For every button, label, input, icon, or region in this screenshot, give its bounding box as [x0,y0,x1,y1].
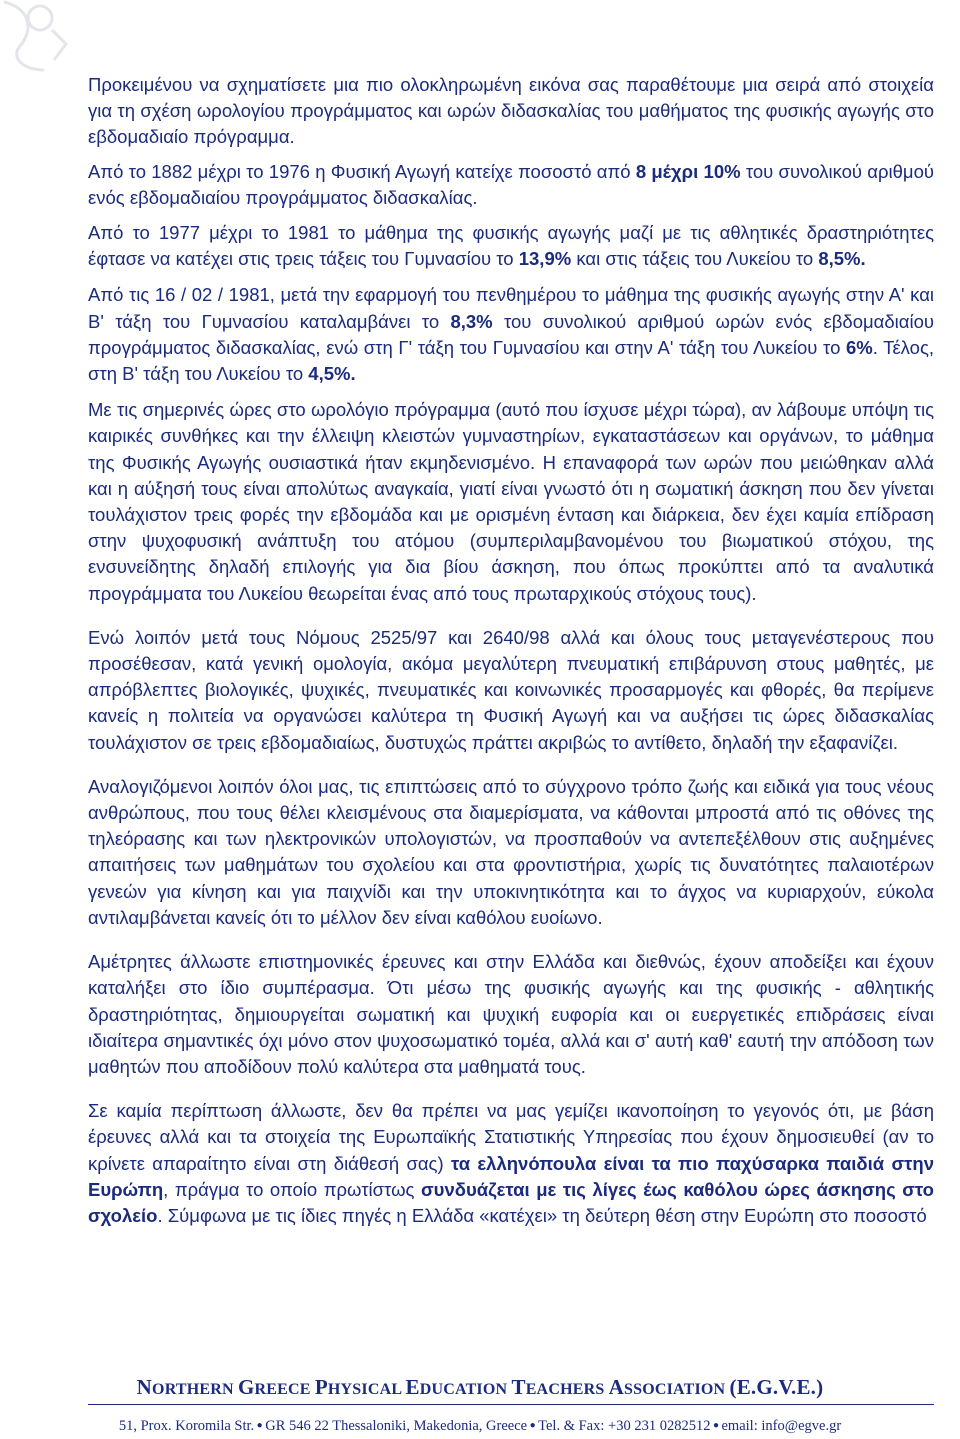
paragraph-9 [88,1098,934,1229]
paragraph-6 [88,625,934,756]
text-run: Από τις 16 / 02 / 1981, μετά την εφαρμογή του πενθημέρου το μάθημα της φυσικής αγωγής στην Α' και Β' τάξη του Γυμνασίου καταλαμβάνει το [88,284,934,332]
bold-text: 8 μέχρι 10% [635,160,741,182]
separator-dot-icon: ● [527,1420,539,1431]
association-address [0,1418,960,1435]
association-initial: A [608,1375,625,1399]
text-run: Προκειμένου να σχηματίσετε μια πιο ολοκληρωμένη εικόνα σας παραθέτουμε μια σειρά από στοιχεία για τη σχέση ωρολογίου προγράμματος και ωρών διδασκαλίας του μαθήματος της φυσικής αγωγής στο εβδομαδιαίο πρόγραμμα. [88,74,934,148]
text-run: και στις τάξεις του Λυκείου το [571,248,819,270]
bold-text: 6% [846,336,873,358]
address-part: Tel. & Fax: +30 231 0282512 [538,1418,711,1434]
text-run: Ενώ λοιπόν μετά τους Νόμους 2525/97 και 2640/98 αλλά και όλους τους μεταγενέστερους που προσέθεσαν, κατά γενική ομολογία, ακόμα μεγαλύτερη πνευματική επιβάρυνση στους μαθητές, με απρόβλεπτες βιολογικές, ψυχικές, πνευματικές και κοινωνικές προσαρμογές και φθορές, θα περίμενε κανείς η πολιτεία να οργανώσει καλύτερα τη Φυσική Αγωγή και να αυξήσει τις ώρες διδασκαλίας τουλάχιστον σε τρεις εβδομαδιαίως, δυστυχώς πράττει ακριβώς το αντίθετο, δηλαδή την εξαφανίζει. [88,626,934,753]
bold-text: 8,5%. [818,248,866,270]
bold-text: τα ελληνόπουλα είναι τα πιο παχύσαρκα παιδιά στην Ευρώπη [88,1152,934,1200]
paragraph-8 [88,949,934,1080]
association-word: DUCATION [419,1381,512,1398]
text-run: Από το 1977 μέχρι το 1981 το μάθημα της φυσικής αγωγής μαζί με τις αθλητικές δραστηριότητες έφτασε να κατέχει στις τρεις τάξεις του Γυμνασίου το [88,222,934,270]
separator-dot-icon: ● [254,1420,266,1431]
paragraph-7 [88,774,934,931]
watermark-logo-icon [0,0,70,72]
association-initial: P [314,1375,328,1399]
association-word: SSOCIATION [624,1381,730,1398]
text-run: Αμέτρητες άλλωστε επιστημονικές έρευνες και στην Ελλάδα και διεθνώς, έχουν αποδείξει και έχουν καταλήξει στο ίδιο συμπέρασμα. Ότι μέσω της φυσικής αγωγής και της φυσικής - αθλητικής δραστηριότητας, δημιουργείται σωματική και ψυχική ευφορία και οι ευεργετικές επιδράσεις είναι ιδιαίτερα σημαντικές όχι μόνο στον ψυχοσωματικό τομέα, αλλά και σ' αυτή καθ' εαυτή την απόδοση των μαθητών που αποδίδουν πολύ καλύτερα στα μαθηματά τους. [88,951,934,1077]
document-body [88,72,934,1229]
text-run: του συνολικού αριθμού ωρών ενός εβδομαδιαίου προγράμματος διδασκαλίας, ενώ στη Γ' τάξη του Γυμνασίου και στην Α' τάξη του Λυκείου το [88,310,934,358]
association-initial: (E.G.V.E.) [729,1375,824,1399]
association-word: HYSICAL [327,1381,406,1398]
association-initial: T [511,1375,526,1399]
text-run: του συνολικού αριθμού ενός εβδομαδιαίου προγράμματος διδασκαλίας. [88,160,934,208]
association-initial: E [405,1375,420,1399]
address-part: email: info@egve.gr [721,1418,842,1434]
paragraph-3 [88,220,934,272]
bold-text: 8,3% [450,310,493,332]
paragraph-4 [88,282,934,387]
bold-text: συνδυάζεται με τις λίγες έως καθόλου ώρες άσκησης στο σχολείο [88,1178,934,1226]
association-word: ORTHERN [152,1381,238,1398]
text-run: , πράγμα το οποίο πρωτίστως [163,1178,422,1200]
text-run: Από το 1882 μέχρι το 1976 η Φυσική Αγωγή κατείχε ποσοστό από [88,160,636,182]
association-word: REECE [254,1381,315,1398]
association-name [0,1375,960,1400]
paragraph-1 [88,72,934,151]
association-word: EACHERS [525,1381,609,1398]
footer-divider [88,1404,934,1405]
text-run: Με τις σημερινές ώρες στο ωρολόγιο πρόγραμμα (αυτό που ίσχυσε μέχρι τώρα), αν λάβουμε υπόψη τις καιρικές συνθήκες και την έλλειψη κλειστών γυμναστηρίων, εγκαταστάσεων και οργάνων, το μάθημα της Φυσικής Αγωγής ουσιαστικά ήταν εκμηδενισμένο. Η επαναφορά των ωρών που μειώθηκαν αλλά και η αύξησή τους είναι απολύτως αναγκαία, γιατί είναι γνωστό ότι η σωματική άσκηση που δεν γίνεται τουλάχιστον τρεις φορές την εβδομάδα και με ορισμένη ένταση και διάρκεια, δεν έχει καμία επίδραση στην ψυχοφυσική ανάπτυξη του ατόμου (συμπεριλαμβανομένου του βιωματικού στόχου, της ενσυνείδητης δηλαδή επιλογής για δια βίου άσκηση, που όπως προκύπτει από τα αναλυτικά προγράμματα του Λυκείου θεωρείται ένας από τους πρωταρχικούς στόχους τους). [88,399,934,604]
address-part: GR 546 22 Thessaloniki, Makedonia, Greece [265,1418,528,1434]
separator-dot-icon: ● [710,1420,722,1431]
association-initial: N [136,1375,153,1399]
bold-text: 4,5%. [308,363,356,385]
paragraph-5 [88,397,934,607]
text-run: . Σύμφωνα με τις ίδιες πηγές η Ελλάδα «κατέχει» τη δεύτερη θέση στην Ευρώπη στο ποσοστό [157,1204,927,1226]
bold-text: 13,9% [518,248,572,270]
text-run: . Τέλος, στη Β' τάξη του Λυκείου το [88,336,935,385]
text-run: Σε καμία περίπτωση άλλωστε, δεν θα πρέπει να μας γεμίζει ικανοποίηση το γεγονός ότι, με βάση έρευνες αλλά και τα στοιχεία της Ευρωπαϊκής Στατιστικής Υπηρεσίας που έχουν δημοσιευθεί (αν το κρίνετε απαραίτητο είναι στη διάθεσή σας) [88,1100,934,1174]
text-run: Αναλογιζόμενοι λοιπόν όλοι μας, τις επιπτώσεις από το σύγχρονο τρόπο ζωής και ειδικά για τους νέους ανθρώπους, που τους θέλει κλεισμένους στα διαμερίσματα, να κάθονται μπροστά από τις οθόνες της τηλεόρασης και των ηλεκτρονικών υπολογιστών, να προσπαθούν να αντεπεξέλθουν στις αυξημένες απαιτήσεις των μαθημάτων του σχολείου και στα φροντιστήρια, χωρίς τις δυνατότητες παλαιοτέρων γενεών για κίνηση και για παιχνίδι και την υποκινητικότητα και το άγχος να κυριαρχούν, εύκολα αντιλαμβάνεται κανείς ότι το μέλλον δεν είναι καθόλου ευοίωνο. [88,775,934,928]
address-part: 51, Prox. Koromila Str. [118,1418,255,1434]
association-initial: G [237,1375,255,1399]
paragraph-2 [88,159,934,211]
